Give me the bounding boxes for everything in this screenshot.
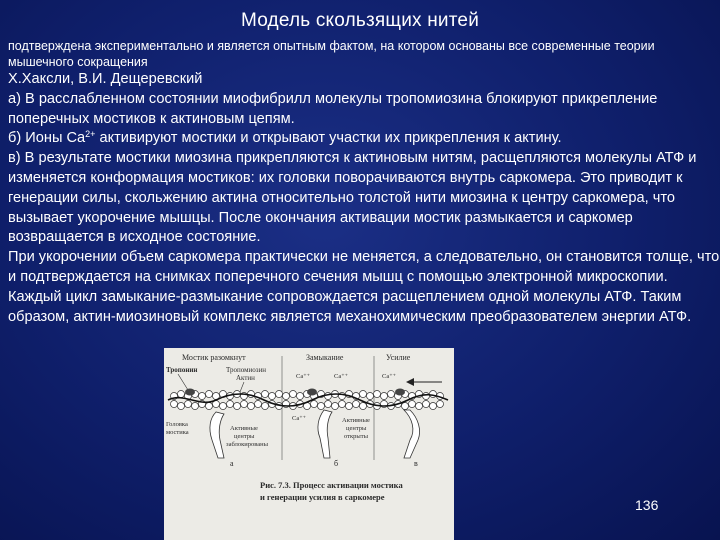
active-b-label-2: центры (346, 425, 367, 432)
figure-caption-line-1: Рис. 7.3. Процесс активации мостика (260, 480, 403, 490)
paragraph-e: Каждый цикл замыкание-размыкание сопровождается расщеплением одной молекулы АТФ. Таким образом, актин-миозиновый комплекс является механохимическим преобразователем энергии АТФ. (8, 288, 692, 325)
calcium-label-4: Ca⁺⁺ (382, 373, 397, 380)
myosin-head-c (404, 410, 420, 458)
myosin-head-a (210, 412, 224, 458)
active-b-label-1: Активные (342, 417, 370, 424)
calcium-label-2: Ca⁺⁺ (334, 373, 349, 380)
panel-a-title: Мостик разомкнут (182, 353, 246, 362)
slide-subtitle: подтверждена экспериментально и является опытным фактом, на котором основаны все современные теории мышечного сокращения (8, 39, 655, 69)
paragraph-d: При укорочении объем саркомера практически не меняется, а следовательно, он становится толще, что и подтверждается на снимках поперечного сечения мышц с помощью электронной микроскопии. (8, 249, 720, 285)
paragraph-b (8, 129, 720, 149)
calcium-charge: 2+ (85, 129, 96, 140)
slide-body (8, 70, 720, 327)
figure-caption-line-2: и генерации усилия в саркомере (260, 492, 385, 502)
head-label-1: Головка (166, 421, 188, 428)
active-a-label-3: заблокированы (226, 441, 268, 448)
paragraph-b-start: б) Ионы Ca (8, 130, 86, 147)
paragraph-a: а) В расслабленном состоянии миофибрилл молекулы тропомиозина блокируют прикрепление поперечных мостиков к актиновым цепям. (8, 90, 658, 127)
force-arrow-icon (406, 378, 414, 386)
authors-line: Х.Хаксли, В.И. Дещеревский (8, 71, 203, 87)
active-a-label-1: Активные (230, 425, 258, 432)
tropomyosin-label: Тропомиозин (226, 366, 267, 374)
panel-letter-c: в (414, 459, 418, 468)
figure-drawing (164, 348, 454, 540)
page-number: 136 (635, 497, 659, 513)
calcium-label-3: Ca⁺⁺ (292, 415, 307, 422)
active-b-label-3: открыты (344, 433, 368, 440)
slide-title: Модель скользящих нитей (240, 10, 480, 31)
active-a-label-2: центры (234, 433, 255, 440)
paragraph-c: в) В результате мостики миозина прикрепляются к актиновым нитям, расщепляются молекулы АТФ и изменяется конформация мостиков: их головки поворачиваются внутрь саркомера. Это приводит к генерации силы, скольжению актина относительно толстой нити миозина к центру саркомера, что вызывает укорочение мышцы. После окончания активации мостик размыкается и саркомер возвращается в исходное состояние. (8, 150, 697, 246)
panel-c-title: Усилие (386, 353, 411, 362)
head-label-2: мостика (166, 429, 189, 436)
sliding-filament-figure (164, 348, 454, 540)
panel-b-title: Замыкание (306, 353, 344, 362)
panel-letter-b: б (334, 459, 339, 468)
calcium-label-1: Ca⁺⁺ (296, 373, 311, 380)
panel-letter-a: а (230, 459, 234, 468)
paragraph-b-end: активируют мостики и открывают участки их прикрепления к актину. (95, 130, 562, 147)
actin-label: Актин (236, 374, 255, 382)
myosin-head-b (318, 410, 332, 458)
troponin-label: Тропонин (166, 366, 198, 374)
